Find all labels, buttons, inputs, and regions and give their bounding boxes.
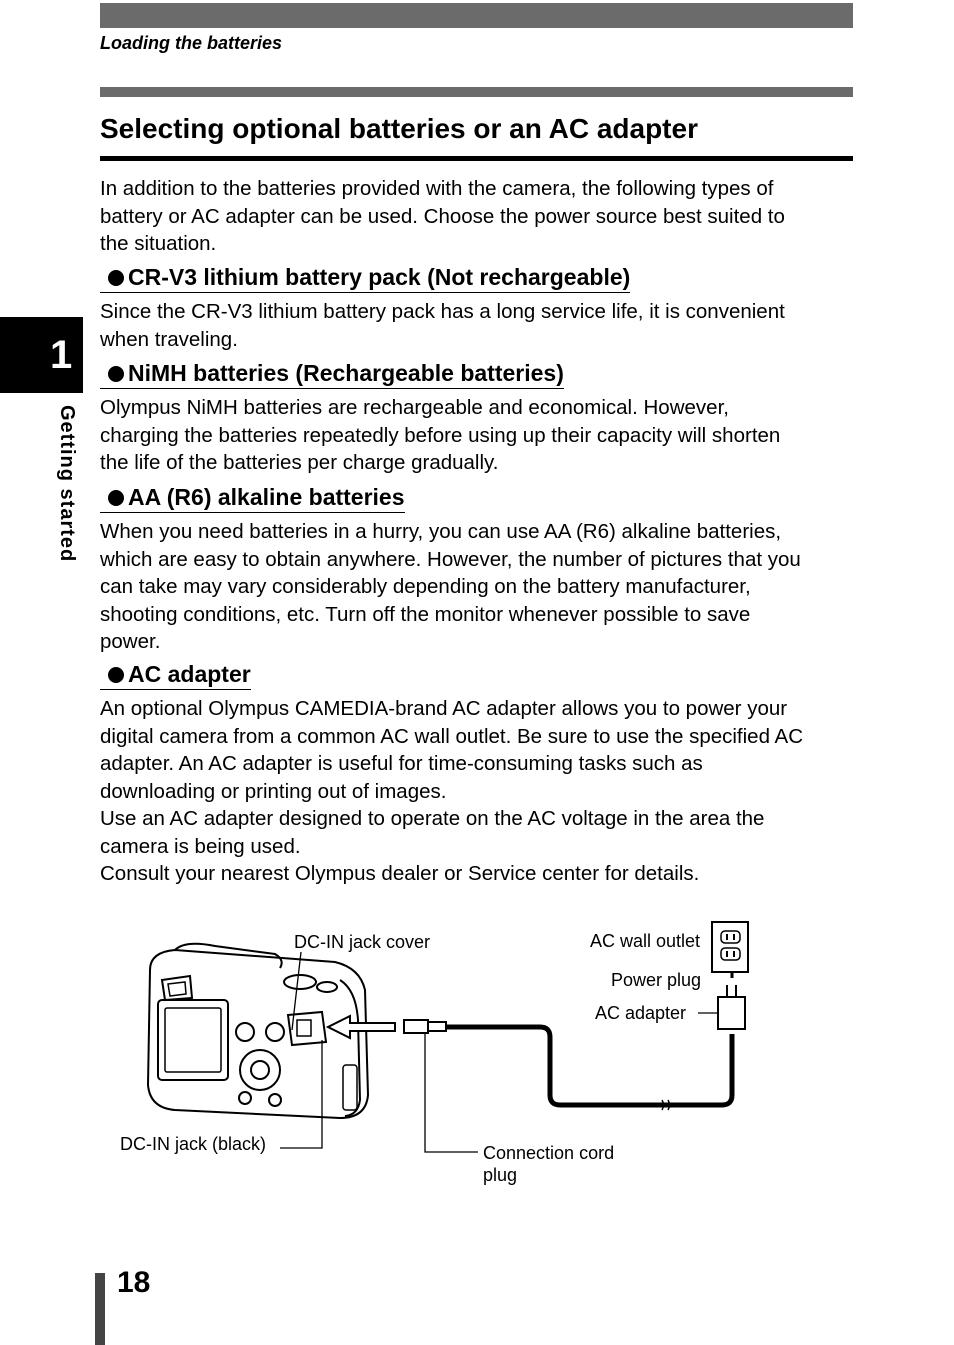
page-number: 18 (117, 1266, 151, 1299)
wall-outlet-icon (712, 922, 748, 972)
label-dc-in-jack-cover: DC-IN jack cover (294, 932, 431, 952)
connection-cord-plug (404, 1020, 446, 1033)
intro-paragraph: In addition to the batteries provided with the camera, the following types of battery or AC adapter can be used. Choose the power source best suited to the situation. (100, 177, 785, 255)
connection-cord (446, 1027, 732, 1105)
label-dc-in-jack: DC-IN jack (black) (120, 1134, 267, 1154)
page-number-bar (95, 1273, 105, 1345)
section-heading-lithium: CR-V3 lithium battery pack (Not rechargeable) (100, 263, 630, 293)
section-text-ac-adapter: An optional Olympus CAMEDIA-brand AC adapter allows you to power your digital camera from a common AC wall outlet. Be sure to use the specified AC adapter. An AC adapter is useful for time-consuming tasks such as downloading or printing out of images. Use an AC adapter designed to operate on the AC voltage in the area the camera is being used. Consult your nearest Olympus dealer or Service center for details. (100, 697, 804, 885)
chapter-number: 1 (50, 333, 73, 377)
page-title: Selecting optional batteries or an AC adapter (100, 113, 698, 144)
section-text-nimh: Olympus NiMH batteries are rechargeable and economical. However, charging the batteries repeatedly before using up their capacity will shorten the life of the batteries per charge gradually. (100, 396, 781, 474)
section-heading-nimh: NiMH batteries (Rechargeable batteries) (100, 359, 564, 389)
ac-adapter-body (718, 985, 745, 1029)
section-text-lithium: Since the CR-V3 lithium battery pack has a long service life, it is convenient when traveling. (100, 300, 785, 351)
label-ac-adapter: AC adapter (595, 1003, 687, 1023)
chapter-label: Getting started (56, 405, 78, 563)
section-heading-ac-adapter: AC adapter (100, 660, 251, 690)
section-heading-alkaline: AA (R6) alkaline batteries (100, 483, 405, 513)
label-power-plug: Power plug (611, 970, 702, 990)
label-connection-cord-plug: Connection cord plug (483, 1143, 615, 1185)
running-header: Loading the batteries (100, 33, 283, 53)
section-text-alkaline: When you need batteries in a hurry, you can use AA (R6) alkaline batteries, which are easy to obtain anywhere. However, the number of pictures that you can take may vary considerably depending on the battery manufacturer, shooting conditions, etc. Turn off the monitor whenever possible to save power. (100, 520, 801, 653)
label-ac-wall-outlet: AC wall outlet (590, 931, 701, 951)
